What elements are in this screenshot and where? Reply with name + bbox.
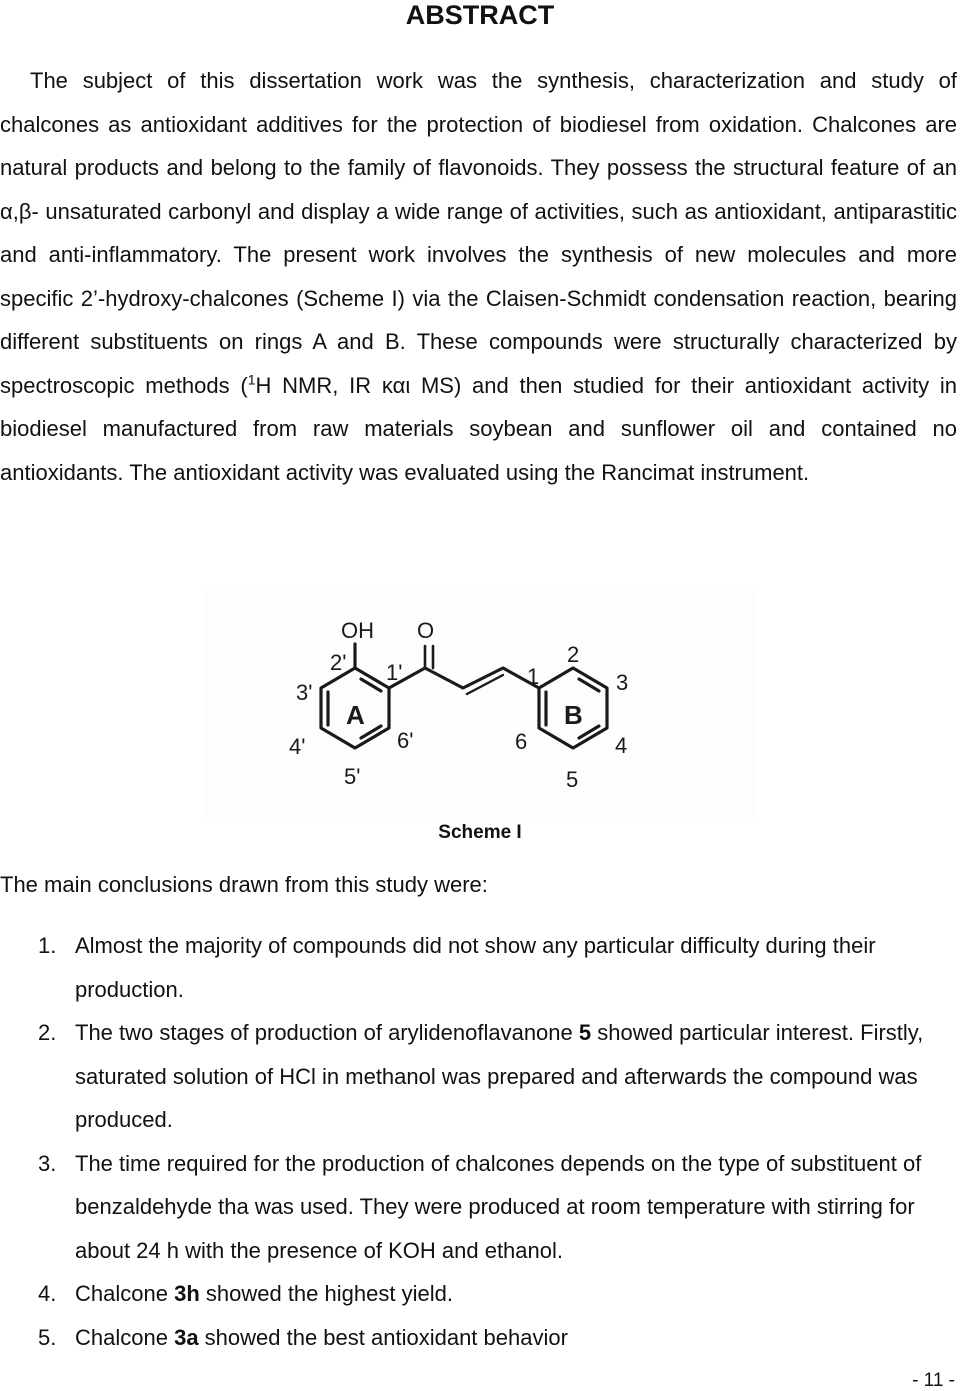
carbonyl-o-label: O	[417, 618, 435, 643]
position-5prime: 5'	[344, 764, 361, 789]
position-4prime: 4'	[289, 734, 306, 759]
list-item	[0, 1011, 945, 1142]
conclusions-lead: The main conclusions drawn from this study were:	[0, 872, 488, 897]
list-number: 3.	[38, 1150, 57, 1176]
list-number: 5.	[38, 1324, 57, 1350]
position-6: 6	[515, 729, 528, 754]
list-item	[0, 1272, 945, 1316]
conclusions-list	[0, 924, 945, 1359]
abstract-paragraph	[0, 59, 957, 494]
list-text: showed particular interest. Firstly, saturated solution of HCl in methanol was prepared and afterwards the compound was produced.	[75, 1020, 924, 1132]
ring-a-label: A	[346, 700, 365, 730]
abstract-superscript: 1	[247, 371, 256, 388]
compound-ref: 5	[578, 1020, 592, 1045]
list-item	[0, 1316, 945, 1360]
list-number: 1.	[38, 933, 57, 958]
compound-ref: 3a	[174, 1324, 199, 1350]
ring-b-label: B	[564, 700, 583, 730]
list-item	[0, 924, 945, 1011]
position-5: 5	[566, 767, 579, 792]
list-text: showed the best antioxidant behavior	[198, 1324, 568, 1350]
position-3prime: 3'	[296, 680, 313, 705]
position-1: 1	[527, 664, 540, 689]
list-text: Chalcone	[75, 1324, 175, 1350]
oh-label: OH	[341, 618, 374, 643]
position-4: 4	[615, 733, 628, 758]
list-text: showed the highest yield.	[199, 1281, 453, 1306]
position-1prime: 1'	[386, 660, 403, 685]
list-number: 4.	[38, 1281, 57, 1306]
chalcone-structure-diagram	[203, 586, 755, 823]
abstract-text-cont: H NMR, IR και MS) and then studied for their antioxidant activity in biodiesel manufactured from raw materials soybean and sunflower oil and contained no antioxidants. The antioxidant activity was evaluated using the Rancimat instrument.	[0, 372, 957, 485]
page-title: ABSTRACT	[405, 0, 555, 30]
position-2: 2	[567, 642, 580, 667]
position-3: 3	[616, 670, 629, 695]
list-text: The time required for the production of chalcones depends on the type of substituent of benzaldehyde tha was used. They were produced at room temperature with stirring for about 24 h with the presence of KOH and ethanol.	[75, 1150, 922, 1263]
list-text: Almost the majority of compounds did not show any particular difficulty during their production.	[75, 933, 876, 1002]
abstract-text: The subject of this dissertation work was the synthesis, characterization and study of chalcones as antioxidant additives for the protection of biodiesel from oxidation. Chalcones are natural products and belong to the family of flavonoids. They possess the structural feature of an α,β- unsaturated carbonyl and display a wide range of activities, such as antioxidant, antiparastitic and anti-inflammatory. The present work involves the synthesis of new molecules and more specific 2’-hydroxy-chalcones (Scheme I) via the Claisen-Schmidt condensation reaction, bearing different substituents on rings A and B. These compounds were structurally characterized by spectroscopic methods (	[0, 68, 957, 398]
list-item	[0, 1142, 945, 1273]
position-2prime: 2'	[330, 650, 347, 675]
scheme-caption: Scheme I	[438, 822, 522, 843]
scheme-figure	[203, 586, 755, 823]
compound-ref: 3h	[174, 1281, 200, 1306]
position-6prime: 6'	[397, 728, 414, 753]
list-text: Chalcone	[75, 1281, 175, 1306]
page-number: - 11 -	[912, 1370, 955, 1391]
list-text: The two stages of production of arylidenoflavanone	[75, 1020, 579, 1045]
list-number: 2.	[38, 1020, 57, 1045]
